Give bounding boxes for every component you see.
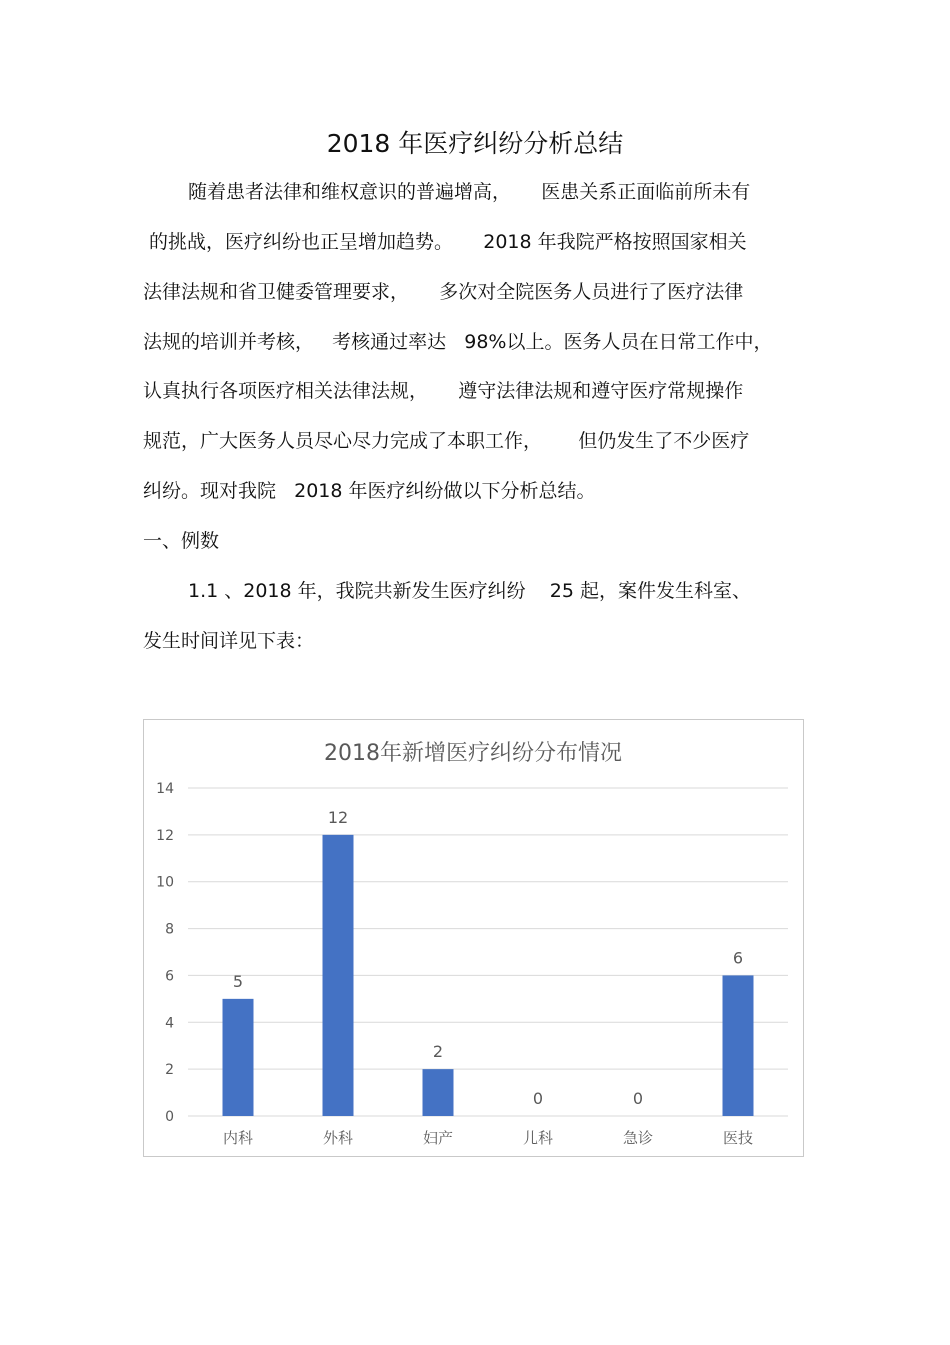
y-tick-label: 0 xyxy=(165,1109,174,1125)
y-tick-label: 8 xyxy=(165,921,174,938)
paragraph-line-6: 规范，广大医务人员尽心尽力完成了本职工作， 但仍发生了不少医疗 xyxy=(143,430,750,452)
bar-chart xyxy=(143,719,804,1157)
bar-2 xyxy=(423,1069,454,1116)
x-tick-label: 儿科 xyxy=(522,1129,554,1147)
x-tick-label: 外科 xyxy=(322,1129,354,1147)
paragraph-line-7: 纠纷。现对我院 2018 年医疗纠纷做以下分析总结。 xyxy=(143,480,596,502)
x-tick-label: 妇产 xyxy=(422,1129,454,1147)
paragraph-line-3: 法律法规和省卫健委管理要求， 多次对全院医务人员进行了医疗法律 xyxy=(143,281,744,303)
data-label: 5 xyxy=(232,971,244,991)
data-label: 0 xyxy=(532,1089,544,1108)
y-tick-label: 4 xyxy=(165,1015,174,1032)
subsection-line-2: 发生时间详见下表： xyxy=(143,630,315,652)
bar-1 xyxy=(323,835,354,1116)
paragraph-line-2: 的挑战，医疗纠纷也正呈增加趋势。 2018 年我院严格按照国家相关 xyxy=(143,231,747,253)
chart-title: 2018年新增医疗纠纷分布情况 xyxy=(324,741,622,766)
section-heading: 一、例数 xyxy=(143,530,220,552)
paragraph-line-5: 认真执行各项医疗相关法律法规， 遵守法律法规和遵守医疗常规操作 xyxy=(143,380,744,402)
data-label: 2 xyxy=(432,1042,444,1062)
data-label: 6 xyxy=(732,948,744,968)
bar-0 xyxy=(223,999,254,1116)
chart-svg xyxy=(144,720,803,1156)
document-title: 2018 年医疗纠纷分析总结 xyxy=(326,129,624,158)
subsection-line-1: 1.1 、2018 年，我院共新发生医疗纠纷 25 起，案件发生科室、 xyxy=(188,580,752,602)
y-tick-label: 12 xyxy=(156,827,174,844)
data-label: 12 xyxy=(327,807,349,827)
data-label: 0 xyxy=(632,1089,644,1108)
y-tick-label: 2 xyxy=(165,1062,174,1079)
y-tick-label: 14 xyxy=(156,781,174,797)
paragraph-line-1: 随着患者法律和维权意识的普遍增高， 医患关系正面临前所未有 xyxy=(188,181,751,203)
y-tick-label: 10 xyxy=(156,874,174,891)
x-tick-label: 医技 xyxy=(722,1129,754,1147)
x-tick-label: 内科 xyxy=(222,1129,254,1147)
paragraph-line-4: 法规的培训并考核， 考核通过率达 98%以上。医务人员在日常工作中， xyxy=(143,331,773,353)
bar-5 xyxy=(723,975,754,1116)
y-tick-label: 6 xyxy=(165,968,174,985)
x-tick-label: 急诊 xyxy=(622,1129,654,1147)
